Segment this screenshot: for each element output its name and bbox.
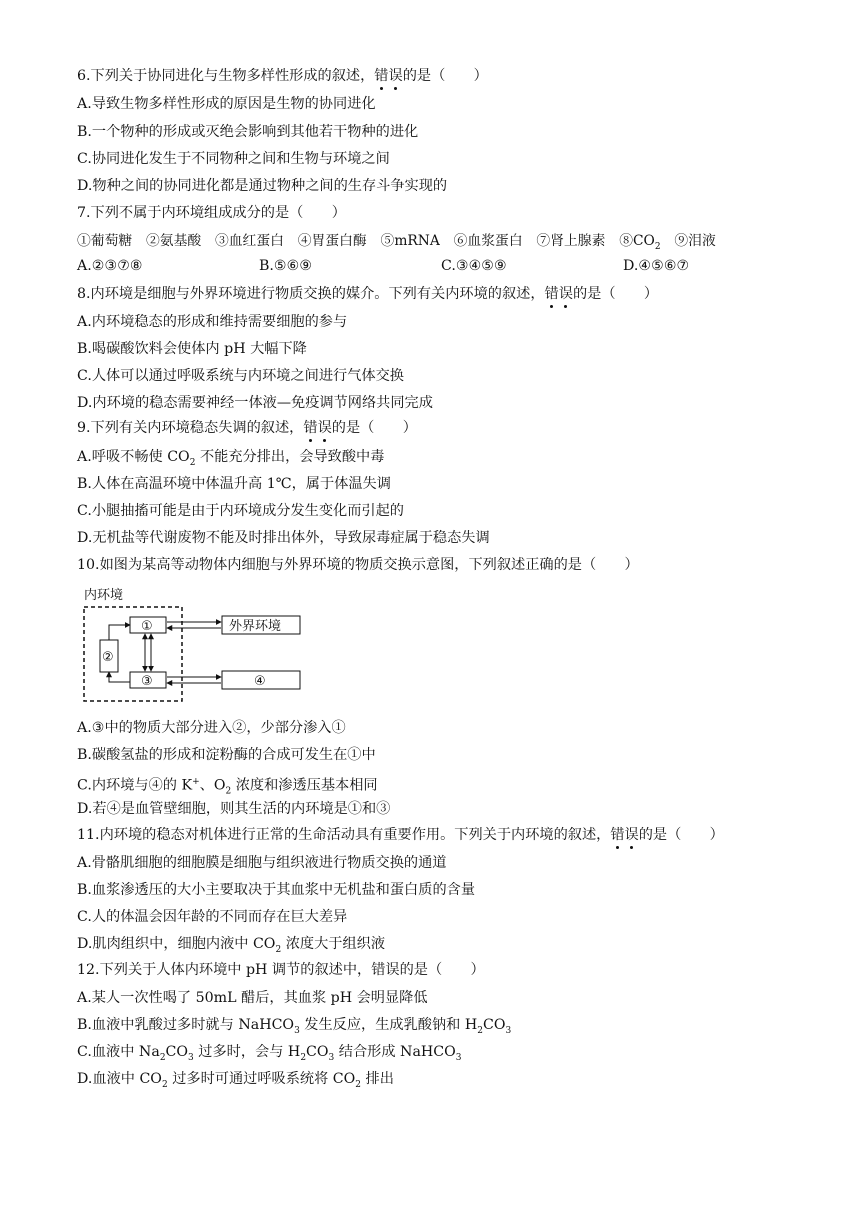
exchange-diagram [80, 585, 310, 703]
emphasis-mark: 误 [624, 827, 639, 843]
box-4-label: ④ [254, 674, 266, 689]
q12-option-a: A.某人一次性喝了 50mL 醋后，其血浆 pH 会明显降低 [77, 990, 428, 1006]
emphasis-mark: 错 [303, 420, 318, 436]
q9-option-d: D.无机盐等代谢废物不能及时排出体外，导致尿毒症属于稳态失调 [77, 530, 490, 546]
q10-option-a: A.③中的物质大部分进入②，少部分渗入① [77, 720, 346, 736]
q7-items: ①葡萄糖 ②氨基酸 ③血红蛋白 ④胃蛋白酶 ⑤mRNA ⑥血浆蛋白 ⑦肾上腺素 $⑧CO_2$ ⑨泪液 [77, 233, 716, 252]
q6-stem: 6.下列关于协同进化与生物多样性形成的叙述，错误的是（ ） [77, 68, 488, 84]
q9-option-a: A.呼吸不畅使 $CO_2$ 不能充分排出，会导致酸中毒 [77, 449, 385, 468]
q12-option-d: D.血液中 $CO_2$ 过多时可通过呼吸系统将 $CO_2$ 排出 [77, 1071, 394, 1090]
q12-option-b: B.血液中乳酸过多时就与 NaHCO$_3$ 发生反应，生成乳酸钠和 $H_2CO_3$ [77, 1017, 512, 1036]
q10-stem: 10.如图为某高等动物体内细胞与外界环境的物质交换示意图，下列叙述正确的是（ ） [77, 557, 639, 573]
q8-option-c: C.人体可以通过呼吸系统与内环境之间进行气体交换 [77, 368, 404, 384]
q8-option-d: D.内环境的稳态需要神经一体液—免疫调节网络共同完成 [77, 395, 433, 411]
q7-option-a: A.②③⑦⑧ [77, 258, 143, 274]
emphasis-mark: 错 [610, 827, 625, 843]
q11-option-d: D.肌肉组织中，细胞内液中 $CO_2$ 浓度大于组织液 [77, 936, 386, 955]
q9-stem: 9.下列有关内环境稳态失调的叙述，错误的是（ ） [77, 420, 417, 436]
q12-option-c: C.血液中 $Na_2CO_3$ 过多时，会与 $H_2CO_3$ 结合形成 NaHCO$_3$ [77, 1044, 462, 1063]
q8-stem: 8.内环境是细胞与外界环境进行物质交换的媒介。下列有关内环境的叙述，错误的是（ ） [77, 286, 659, 302]
q6-option-a: A.导致生物多样性形成的原因是生物的协同进化 [77, 96, 376, 112]
q7-option-c: C.③④⑤⑨ [441, 258, 507, 274]
q7-option-b: B.⑤⑥⑨ [259, 258, 313, 274]
q6-option-d: D.物种之间的协同进化都是通过物种之间的生存斗争实现的 [77, 178, 448, 194]
q6-option-c: C.协同进化发生于不同物种之间和生物与环境之间 [77, 151, 390, 167]
q7-option-d: D.④⑤⑥⑦ [623, 258, 690, 274]
arrow-2-to-1 [109, 625, 130, 640]
q7-options [77, 258, 777, 278]
q11-option-c: C.人的体温会因年龄的不同而存在巨大差异 [77, 909, 348, 925]
emphasis-mark: 错 [374, 68, 389, 84]
box-2-label: ② [102, 650, 114, 665]
q10-option-d: D.若④是血管壁细胞，则其生活的内环境是①和③ [77, 801, 391, 817]
exchange-diagram-svg [80, 585, 310, 703]
emphasis-mark: 误 [388, 68, 403, 84]
emphasis-mark: 错 [544, 286, 559, 302]
q8-option-a: A.内环境稳态的形成和维持需要细胞的参与 [77, 314, 348, 330]
arrow-3-to-2 [109, 672, 130, 682]
q11-option-a: A.骨骼肌细胞的细胞膜是细胞与组织液进行物质交换的通道 [77, 855, 447, 871]
q11-option-b: B.血浆渗透压的大小主要取决于其血浆中无机盐和蛋白质的含量 [77, 882, 476, 898]
box-1-label: ① [141, 619, 153, 634]
q11-stem: 11.内环境的稳态对机体进行正常的生命活动具有重要作用。下列关于内环境的叙述，错误的是（ ） [77, 827, 724, 843]
q6-option-b: B.一个物种的形成或灭绝会影响到其他若干物种的进化 [77, 124, 419, 140]
q9-option-b: B.人体在高温环境中体温升高 1℃，属于体温失调 [77, 476, 391, 492]
emphasis-mark: 误 [558, 286, 573, 302]
emphasis-mark: 误 [317, 420, 332, 436]
diagram-title: 内环境 [84, 588, 124, 603]
box-3-label: ③ [141, 674, 153, 689]
q10-option-b: B.碳酸氢盐的形成和淀粉酶的合成可发生在①中 [77, 747, 376, 763]
q8-option-b: B.喝碳酸饮料会使体内 pH 大幅下降 [77, 341, 307, 357]
q7-stem: 7.下列不属于内环境组成成分的是（ ） [77, 205, 346, 221]
q12-stem: 12.下列关于人体内环境中 pH 调节的叙述中，错误的是（ ） [77, 962, 485, 978]
q9-option-c: C.小腿抽搐可能是由于内环境成分发生变化而引起的 [77, 503, 404, 519]
outer-env-label: 外界环境 [229, 619, 282, 634]
q10-option-c: C.内环境与④的 K+、$O_2$ 浓度和渗透压基本相同 [77, 777, 378, 797]
